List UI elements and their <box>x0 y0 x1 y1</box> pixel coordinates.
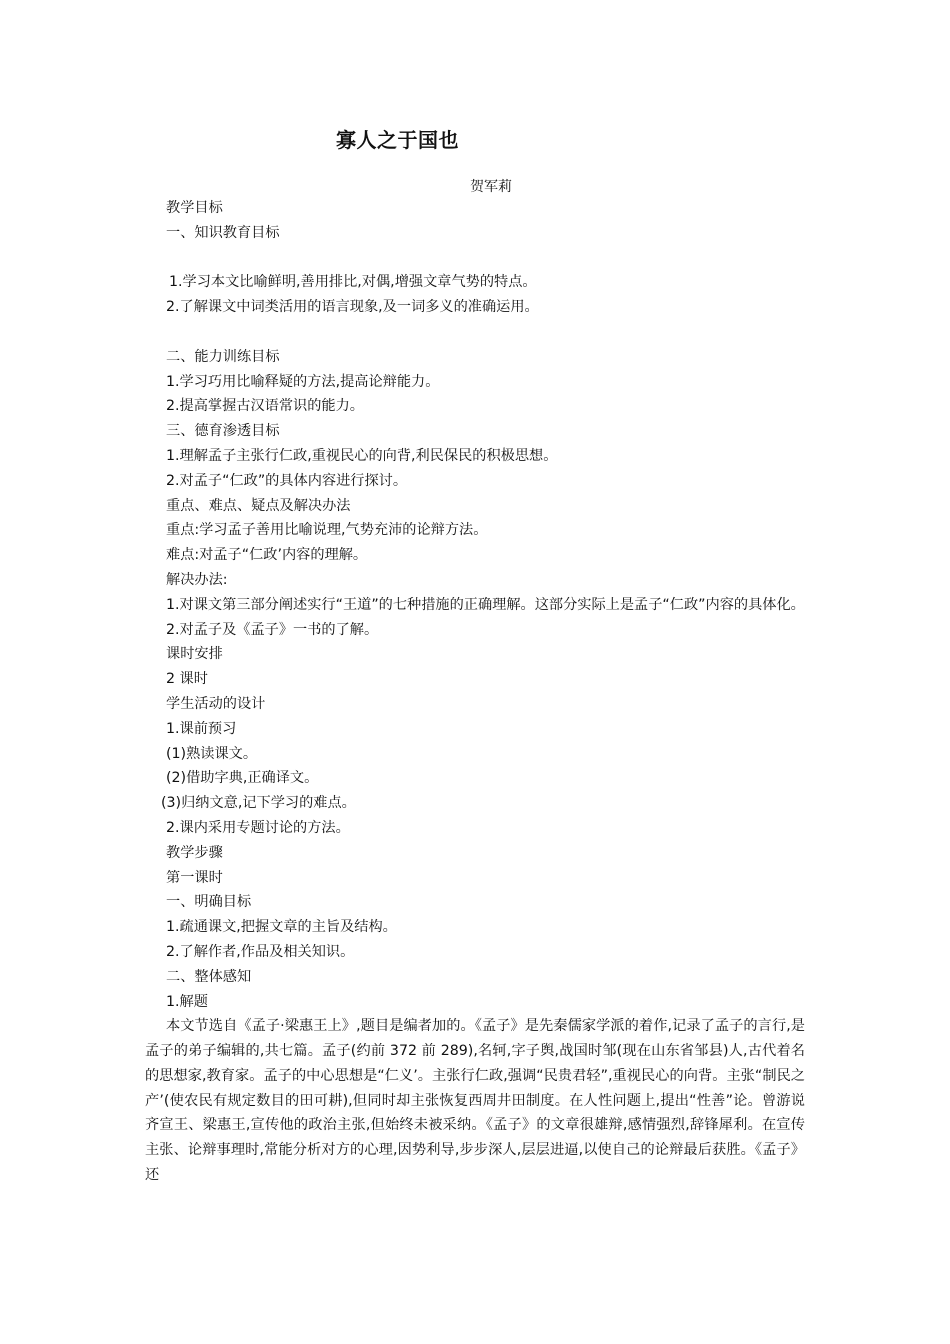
list-item: (2)借助字典,正确译文。 <box>166 770 319 787</box>
heading-key-points: 重点、难点、疑点及解决办法 <box>166 497 351 514</box>
heading-ability-goals: 二、能力训练目标 <box>166 348 280 365</box>
heading-teaching-goals: 教学目标 <box>166 200 223 216</box>
heading-schedule: 课时安排 <box>166 646 223 663</box>
list-item: 1.疏通课文,把握文章的主旨及结构。 <box>166 919 397 936</box>
schedule-text: 2 课时 <box>166 671 208 688</box>
list-item: 1.课前预习 <box>166 720 237 737</box>
list-item: 2.课内采用专题讨论的方法。 <box>166 819 350 836</box>
document-title: 寡人之于国也 <box>336 128 459 152</box>
document-body <box>145 196 805 1188</box>
list-item: 1.学习巧用比喻释疑的方法,提高论辩能力。 <box>166 373 440 390</box>
heading-knowledge-goals: 一、知识教育目标 <box>166 224 280 241</box>
list-item: (3)归纳文意,记下学习的难点。 <box>161 795 356 812</box>
list-item: 1.学习本文比喻鲜明,善用排比,对偶,增强文章气势的特点。 <box>169 274 537 291</box>
document-author: 贺军莉 <box>470 179 512 195</box>
difficulty-text: 难点:对孟子“仁政’内容的理解。 <box>166 547 368 564</box>
key-point-text: 重点:学习孟子善用比喻说理,气势充沛的论辩方法。 <box>166 522 488 539</box>
list-item: 2.了解作者,作品及相关知识。 <box>166 943 355 960</box>
list-item: 2.了解课文中词类活用的语言现象,及一词多义的准确运用。 <box>166 299 539 316</box>
heading-student-activities: 学生活动的设计 <box>166 695 266 712</box>
heading-moral-goals: 三、德育渗透目标 <box>166 423 280 440</box>
heading-teaching-steps: 教学步骤 <box>166 844 223 861</box>
list-item: 1.对课文第三部分阐述实行“王道”的七种措施的正确理解。这部分实际上是孟子“仁政”内容的具体化。 <box>166 596 805 613</box>
intro-paragraph: 本文节选自《孟子·梁惠王上》,题目是编者加的。《孟子》是先秦儒家学派的着作,记录了孟子的言行,是孟子的弟子编辑的,共七篇。孟子(约前 372 前 289),名轲,字子舆,战国时邹(现在山东省邹县)人,古代着名的思想家,教育家。孟子的中心思想是“仁义’。主张行仁政,强调“民贵君轻”,重视民心的向背。主张“制民之产’(使农民有规定数目的田可耕),但同时却主张恢复西周井田制度。在人性问题上,提出“性善”论。曾游说齐宣王、梁惠王,宣传他的政治主张,但始终未被采纳。《孟子》的文章很雄辩,感情强烈,辞锋犀利。在宣传主张、论辩事理时,常能分析对方的心理,因势利导,步步深人,层层进逼,以使自己的论辩最后获胜。《孟子》还 <box>145 1018 805 1184</box>
list-item: 2.提高掌握古汉语常识的能力。 <box>166 398 364 415</box>
list-item: 2.对孟子及《孟子》一书的了解。 <box>166 621 379 638</box>
heading-solutions: 解决办法: <box>166 571 228 588</box>
list-item: (1)熟读课文。 <box>166 745 258 762</box>
heading-overall-perception: 二、整体感知 <box>166 968 252 985</box>
list-item: 1.解题 <box>166 993 208 1010</box>
list-item: 2.对孟子“仁政”的具体内容进行探讨。 <box>166 472 408 489</box>
heading-clear-goals: 一、明确目标 <box>166 894 252 911</box>
heading-first-lesson: 第一课时 <box>166 869 223 886</box>
list-item: 1.理解孟子主张行仁政,重视民心的向背,利民保民的积极思想。 <box>166 447 558 464</box>
